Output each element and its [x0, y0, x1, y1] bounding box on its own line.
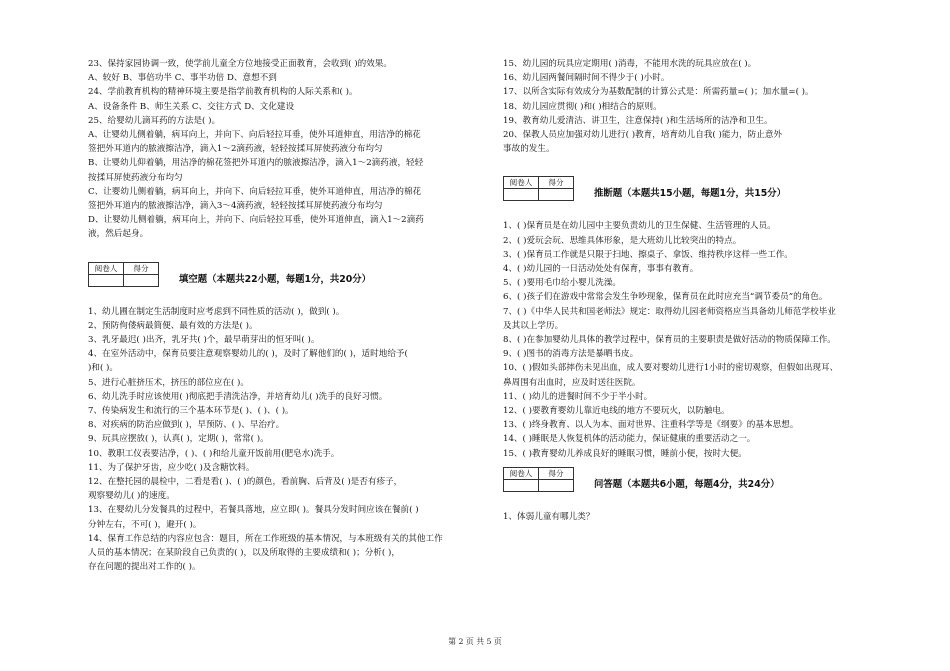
choice-questions: [88, 57, 476, 242]
question-line: 8、对疾病的防治应做到( )，早预防、( )、早治疗。: [88, 420, 285, 431]
question-line: 1、幼儿圃在制定生活制度时应考虑到不同性质的活动( )，做到( )。: [88, 306, 345, 317]
score-label: 得分: [539, 177, 574, 189]
question-line: 3、乳牙最迟( )出齐，乳牙共( )个，最早萌芽出的恒牙叫( )。: [88, 335, 320, 346]
question-line: 12、( )要教育婴幼儿靠近电线的地方不要玩火，以防触电。: [503, 406, 730, 417]
question-line: )和( )。: [88, 363, 118, 374]
question-line: 14、( )睡眠是人恢复机体的活动能力，保证健康的重要活动之一。: [503, 434, 756, 445]
question-line: C、让婴幼儿侧着躺，病耳向上，并向下、向后轻拉耳垂，使外耳道伸直，用洁净的棉花: [88, 186, 422, 197]
judge-section-title: 推断题（本题共15小题，每题1分，共15分）: [594, 188, 786, 200]
grader-label: 阅卷人: [89, 262, 124, 274]
question-line: 事故的发生。: [503, 144, 555, 155]
question-line: 5、( )要用毛巾给小婴儿洗澡。: [503, 278, 622, 289]
question-line: 10、( )假如头部摔伤未见出血，成人要对婴幼儿进行1小时的密切观察，但假如出现耳、: [503, 363, 839, 374]
qa-section-title: 问答题（本题共6小题，每题4分，共24分）: [594, 478, 780, 490]
score-cell: [124, 274, 159, 286]
grader-cell: [89, 274, 124, 286]
grader-cell: [504, 479, 539, 491]
question-line: 13、在婴幼儿分发餐具的过程中，若餐具落地，应立即( )。餐具分发时间应该在餐前( ): [88, 505, 419, 516]
grader-label: 阅卷人: [504, 177, 539, 189]
question-line: 9、( )图书的消毒方法是暴晒书皮。: [503, 349, 639, 360]
right-column: [503, 57, 893, 524]
grader-cell: [504, 189, 539, 201]
question-line: 14、保育工作总结的内容应包含：题目，所在工作班级的基本情况，与本班级有关的其他工作: [88, 533, 443, 544]
question-line: 1、( )保育员是在幼儿园中主要负责幼儿的卫生保健、生活管理的人员。: [503, 221, 776, 232]
question-line: 24、学前教育机构的精神环境主要是指学前教育机构的人际关系和( )。: [88, 87, 358, 98]
question-line: 签把外耳道内的脓液擦洁净，滴入1～2滴药液，轻轻按揉耳屏使药液分布均匀: [88, 144, 383, 155]
left-column: [88, 57, 476, 575]
score-cell: [539, 479, 574, 491]
question-line: 6、( )孩子们在游戏中常常会发生争吵现象，保育员在此时应充当“调节委员”的角色。: [503, 292, 828, 303]
question-line: B、让婴幼儿仰着躺，用洁净的棉花签把外耳道内的脓液擦洁净，滴入1～2滴药液，轻轻: [88, 158, 424, 169]
grader-label: 阅卷人: [504, 467, 539, 479]
question-line: A、设备条件 B、师生关系 C、交往方式 D、文化建设: [88, 101, 295, 112]
question-line: 存在问题的提出对工作的( )。: [88, 562, 201, 573]
question-line: 1、体弱儿童有哪儿类？: [503, 511, 595, 522]
question-line: 3、( )保育员工作就是只限于扫地、擦桌子、拿饭、维持秩序这样一些工作。: [503, 249, 793, 260]
judge-section-header: [503, 176, 893, 201]
judge-questions: [503, 219, 893, 460]
question-line: 16、幼儿园两餐间隔时间不得少于( )小时。: [503, 73, 670, 84]
question-line: A、较好 B、事倍功半 C、事半功倍 D、意想不到: [88, 73, 277, 84]
fill-questions-continued: [503, 57, 893, 156]
question-line: 10、教职工仪表要洁净，( )、( )和给儿童开饭前用(肥皂水)洗手。: [88, 448, 340, 459]
question-line: 15、( )教育婴幼儿养成良好的睡眠习惯，睡前小便，按时大便。: [503, 448, 747, 459]
question-line: 4、在室外活动中，保育员要注意观察婴幼儿的( )，及时了解他们的( )，适时地给予(: [88, 349, 408, 360]
question-line: 13、( )终身教育、以人为本、面对世界、注重科学等是《纲要》的基本思想。: [503, 420, 799, 431]
score-cell: [539, 189, 574, 201]
question-line: 及其以上学历。: [503, 320, 564, 331]
question-line: 17、以所含实际有效成分为基数配制的计算公式是：所需药量=( )；加水量=( )。: [503, 87, 814, 98]
score-box: [88, 262, 159, 287]
question-line: 观察婴幼儿( )的速度。: [88, 491, 175, 502]
score-box: [503, 467, 574, 492]
question-line: A、让婴幼儿侧着躺，病耳向上，并向下、向后轻拉耳垂，使外耳道伸直，用洁净的棉花: [88, 130, 421, 141]
score-box: [503, 176, 574, 201]
question-line: 6、幼儿洗手时应该使用( )彻底把手清洗洁净，并培育幼儿( )洗手的良好习惯。: [88, 391, 388, 402]
question-line: 液，然后起身。: [88, 229, 149, 240]
qa-questions: [503, 510, 893, 524]
question-line: 按揉耳屏使药液分布均匀: [88, 172, 183, 183]
question-line: 23、保持家园协调一致，使学前儿童全方位地接受正面教育，会收到( )的效果。: [88, 59, 392, 69]
score-label: 得分: [539, 467, 574, 479]
fill-section-header: [88, 262, 476, 287]
question-line: 11、为了保护牙齿，应少吃( )及含糖饮料。: [88, 462, 255, 473]
question-line: 11、( )幼儿的进餐时间不少于半小时。: [503, 391, 653, 402]
fill-section-title: 填空题（本题共22小题，每题1分，共20分）: [179, 273, 371, 285]
question-line: D、让婴幼儿侧着躺，病耳向上，并向下、向后轻拉耳垂，使外耳道伸直，滴入1～2滴药: [88, 215, 424, 226]
question-line: 12、在整托园的晨检中，二看是看( )、( )的颜色，看前胸、后背及( )是否有疹子，: [88, 477, 403, 488]
fill-questions: [88, 305, 476, 575]
question-line: 25、给婴幼儿滴耳药的方法是( )。: [88, 115, 221, 126]
question-line: 7、( )《中华人民共和国老师法》规定：取得幼儿园老师资格应当具备幼儿师范学校毕业: [503, 306, 836, 317]
question-line: 人员的基本情况；在某阶段自己负责的( )，以及所取得的主要成绩和( )；分析( )，: [88, 548, 400, 559]
question-line: 2、( )爱玩会玩、思维具体形象，是大班幼儿比较突出的特点。: [503, 235, 742, 246]
question-line: 9、玩具应摆放( )，认真( )，定期( )，常常( )。: [88, 434, 269, 445]
question-line: 分钟左右，不可( )，避开( )。: [88, 519, 202, 530]
score-label: 得分: [124, 262, 159, 274]
question-line: 15、幼儿园的玩具应定期用( )消毒，不能用水洗的玩具应放在( )。: [503, 59, 757, 69]
question-line: 5、进行心脏挤压术，挤压的部位应在( )。: [88, 377, 249, 388]
page-number: 第 2 页 共 5 页: [448, 637, 502, 646]
question-line: 2、预防佝偻病最简便、最有效的方法是( )。: [88, 320, 258, 331]
question-line: 19、教育幼儿爱清洁、讲卫生，注意保持( )和生活场所的洁净和卫生。: [503, 115, 773, 126]
question-line: 签把外耳道内的脓液擦洁净，滴入3～4滴药液，轻轻按揉耳屏使药液分布均匀: [88, 201, 383, 212]
question-line: 18、幼儿园应贯彻( )和( )相结合的原则。: [503, 101, 662, 112]
question-line: 20、保教人员应加强对幼儿进行( )教育，培育幼儿自我( )能力，防止意外: [503, 130, 783, 141]
question-line: 7、传染病发生和流行的三个基本环节是( )、( )、( )。: [88, 406, 294, 417]
question-line: 鼻周围有出血时，应及时送往医院。: [503, 377, 641, 388]
question-line: 4、( )幼儿园的一日活动处处有保育，事事有教育。: [503, 264, 699, 275]
question-line: 8、( )在参加婴幼儿具体的教学过程中，保育员的主要职责是做好活动的物质保障工作。: [503, 335, 836, 346]
qa-section-header: [503, 467, 893, 492]
